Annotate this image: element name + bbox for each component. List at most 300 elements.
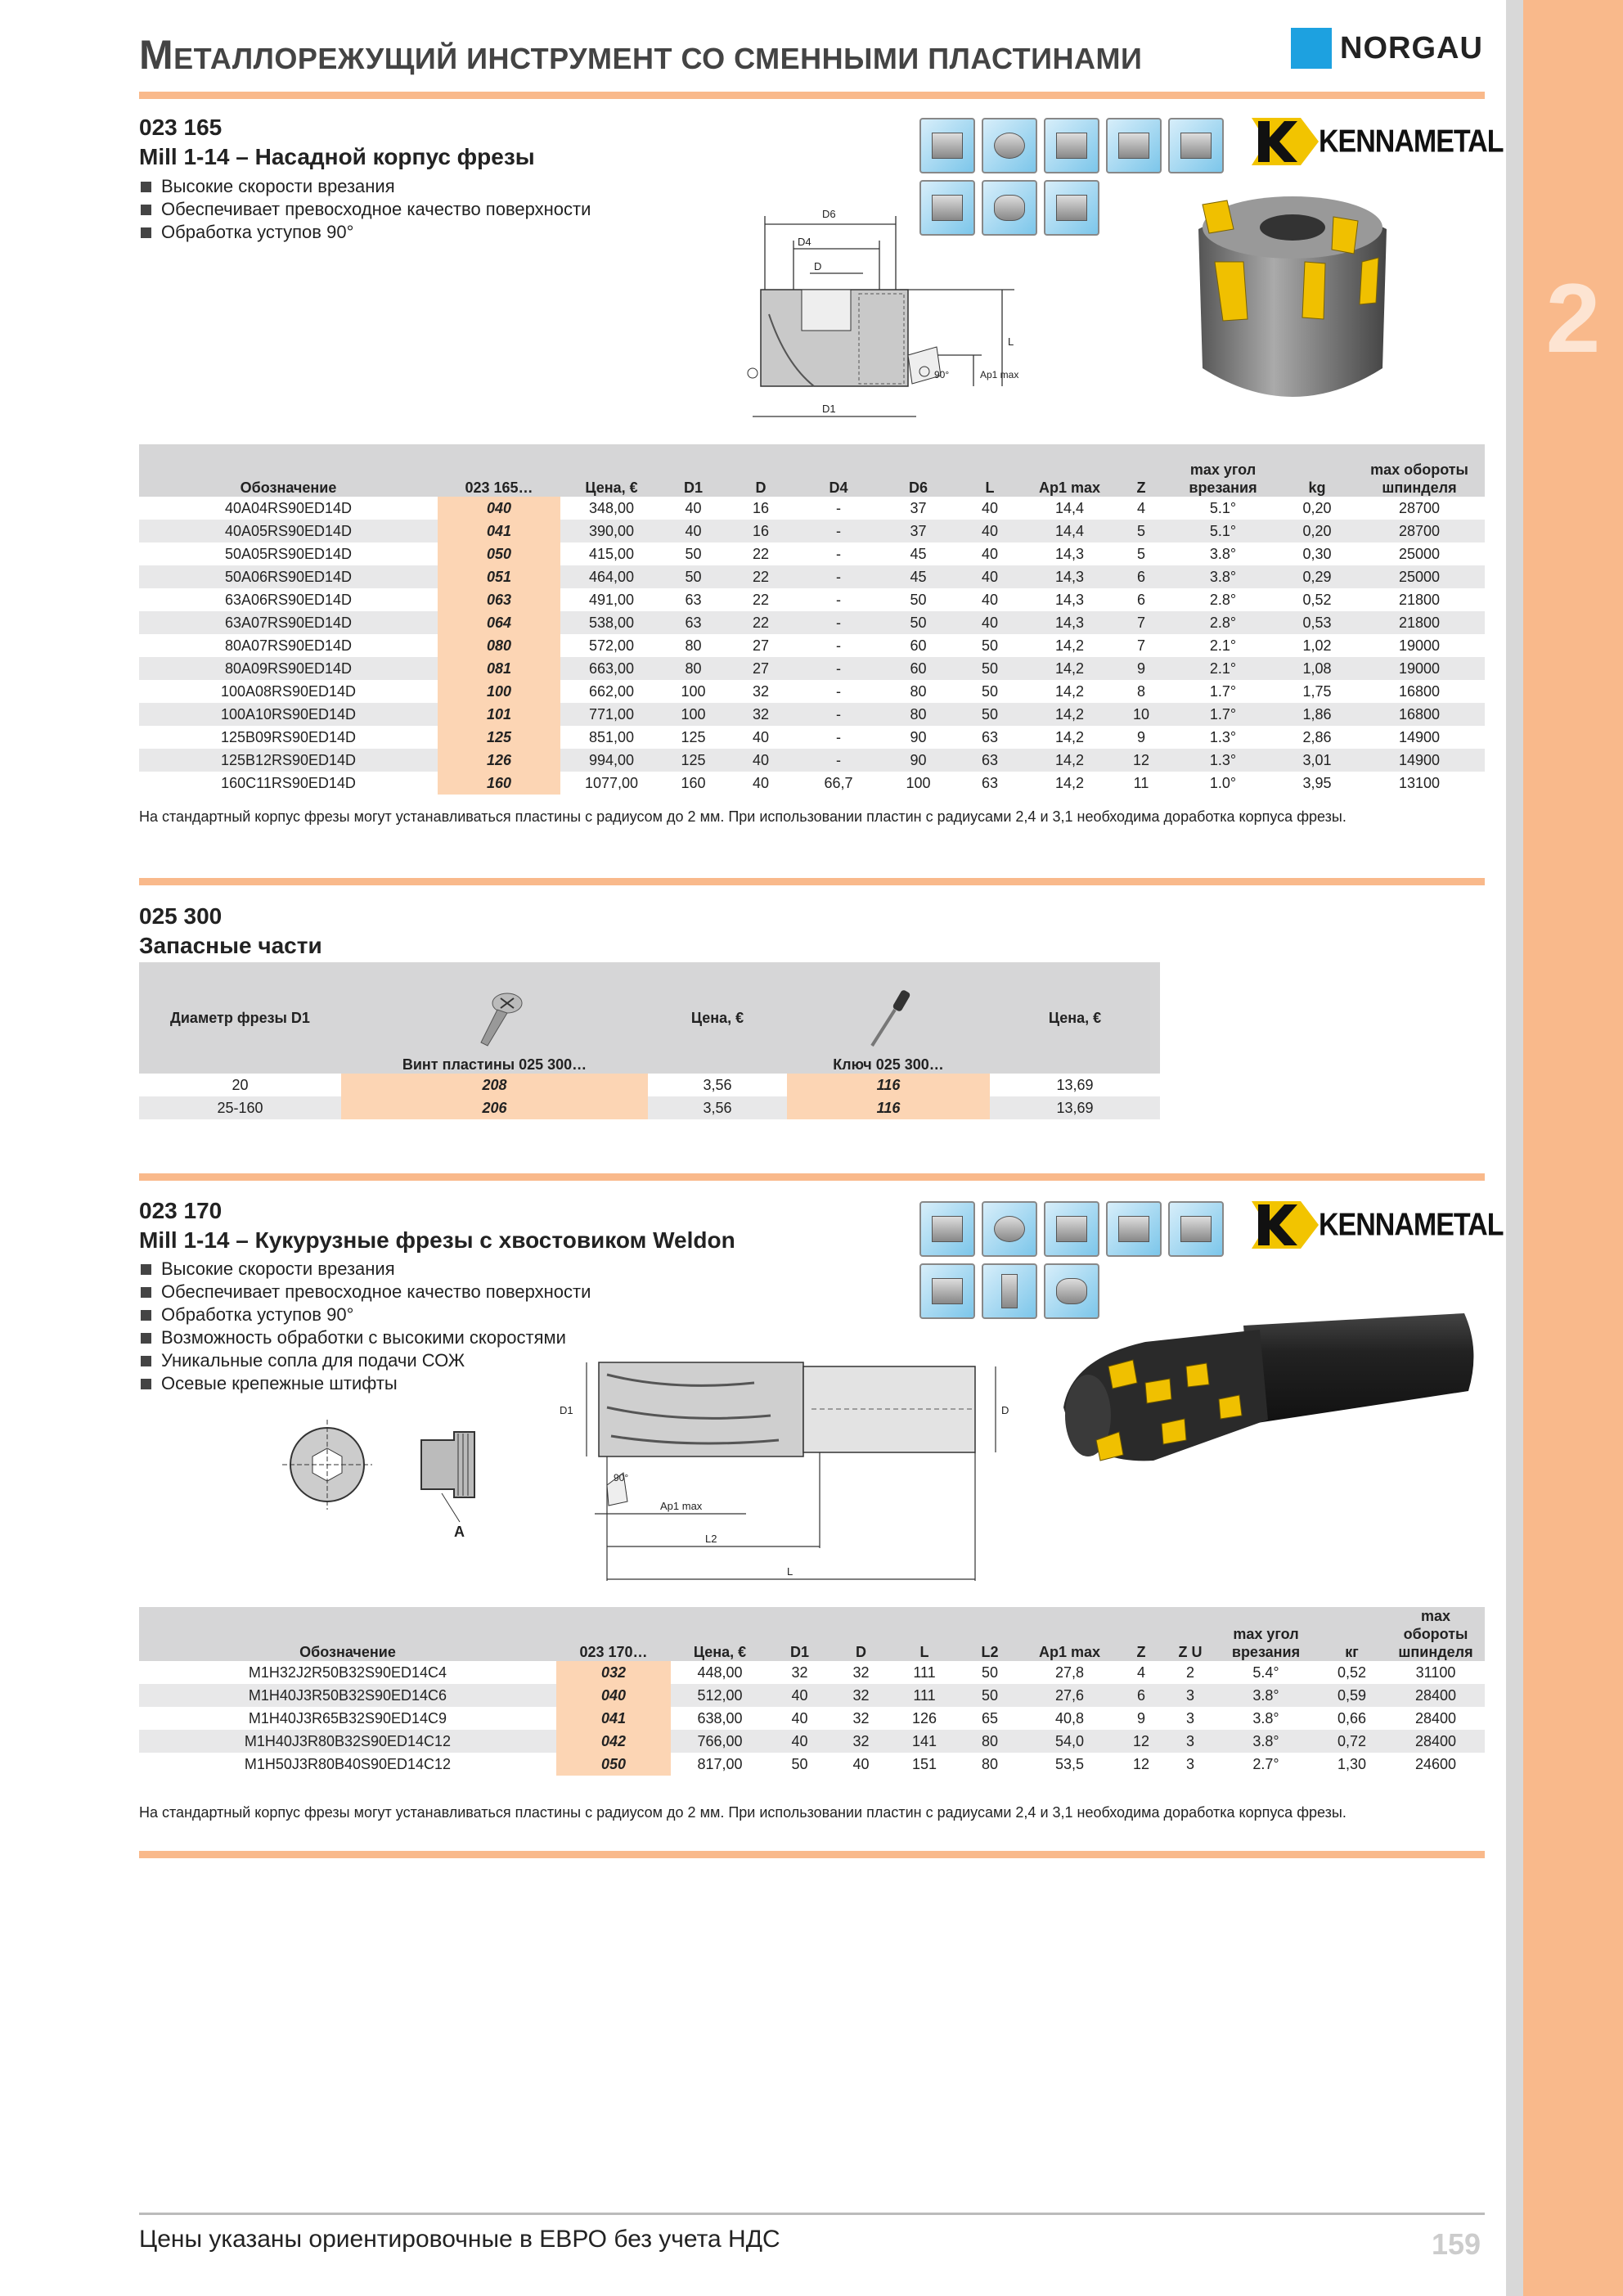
table-cell: 1,86 <box>1280 703 1354 726</box>
table-cell: 40 <box>791 1710 808 1727</box>
order-code-cell: 160 <box>438 772 560 795</box>
table-cell: 24600 <box>1414 1756 1457 1772</box>
table-cell: 50 <box>957 703 1023 726</box>
table-cell: 63 <box>981 775 999 791</box>
table-cell: 80 <box>957 1730 1023 1753</box>
order-code-cell: 040 <box>438 497 560 520</box>
table-cell: 5.1° <box>1209 500 1237 516</box>
feature-list <box>141 175 591 244</box>
table-cell: 22 <box>752 546 770 562</box>
table-cell: 0,29 <box>1280 565 1354 588</box>
page-number: 159 <box>1432 2227 1481 2261</box>
table-cell: 60 <box>910 637 927 654</box>
table-cell: - <box>836 637 841 654</box>
slot-milling-icon <box>1044 118 1099 173</box>
col-header: D1 <box>769 1607 830 1661</box>
dim-label-ap: Ap1 max <box>660 1500 703 1512</box>
operation-icons <box>919 1201 1224 1319</box>
dim-label-d1: D1 <box>560 1404 573 1416</box>
table-cell: 160 <box>681 775 706 791</box>
table-cell: 40 <box>685 500 702 516</box>
table-header <box>139 1607 1485 1661</box>
table-cell: - <box>836 729 841 745</box>
table-cell: 3,95 <box>1302 775 1332 791</box>
dim-label-l2: L2 <box>705 1533 717 1545</box>
table-cell: M1H40J3R80B32S90ED14C12 <box>139 1730 556 1753</box>
table-cell: 16800 <box>1398 683 1441 700</box>
table-cell: 125B09RS90ED14D <box>220 729 357 745</box>
table-cell: 5 <box>1117 520 1166 542</box>
table-cell: 126 <box>911 1710 937 1727</box>
table-cell: 25-160 <box>139 1096 341 1119</box>
table-cell: 28700 <box>1398 500 1441 516</box>
kennametal-logo: KENNAMETAL <box>1252 118 1503 165</box>
dim-label-d4: D4 <box>798 236 812 248</box>
table-cell: 390,00 <box>560 520 663 542</box>
table-cell: 80 <box>910 683 927 700</box>
table-cell: 50A06RS90ED14D <box>139 565 438 588</box>
table-cell: 80A09RS90ED14D <box>139 657 438 680</box>
table-cell: 0,72 <box>1317 1730 1387 1753</box>
corn-mill-photo <box>1055 1309 1481 1473</box>
mill-body-photo-1 <box>1186 188 1399 409</box>
table-cell: 851,00 <box>588 729 635 745</box>
table-cell: 50 <box>957 657 1023 680</box>
table-cell: 40A04RS90ED14D <box>224 500 353 516</box>
feature-item: Высокие скорости врезания <box>141 1258 591 1281</box>
table-cell: 1,02 <box>1302 637 1332 654</box>
order-code-cell: 041 <box>438 520 560 542</box>
table-cell: 14,2 <box>1023 657 1117 680</box>
helical-milling-icon <box>982 118 1037 173</box>
table-cell: 20 <box>232 1077 249 1093</box>
table-cell: 40 <box>852 1756 870 1772</box>
table-cell: 80 <box>879 703 957 726</box>
table-cell: 80 <box>981 1756 999 1772</box>
table-cell: 13100 <box>1398 775 1441 791</box>
footer-text: Цены указаны ориентировочные в ЕВРО без учета НДС <box>139 2226 780 2253</box>
table-cell: 10 <box>1117 703 1166 726</box>
table-cell: 3 <box>1166 1730 1215 1753</box>
table-cell: 21800 <box>1354 611 1485 634</box>
table-row <box>139 520 1485 542</box>
table-cell: 13,69 <box>990 1096 1160 1119</box>
table-cell: 63 <box>685 592 702 608</box>
table-cell: 16 <box>752 500 770 516</box>
table-cell: 0,59 <box>1317 1684 1387 1707</box>
table-cell: 50 <box>791 1756 808 1772</box>
table-cell: 1.3° <box>1166 749 1280 772</box>
table-row <box>139 749 1485 772</box>
table-cell: 50 <box>957 1684 1023 1707</box>
table-cell: 14,3 <box>1023 611 1117 634</box>
face-milling-icon <box>919 118 975 173</box>
table-cell: 22 <box>724 565 798 588</box>
table-cell: M1H40J3R50B32S90ED14C6 <box>139 1684 556 1707</box>
table-cell: 40 <box>981 500 999 516</box>
feature-item: Обработка уступов 90° <box>141 1303 591 1326</box>
col-header: D4 <box>798 444 879 497</box>
table-cell: 3,56 <box>648 1096 787 1119</box>
table-cell: - <box>836 500 841 516</box>
table-cell: 6 <box>1136 592 1145 608</box>
divider <box>139 92 1485 99</box>
col-header: max угол врезания <box>1166 444 1280 497</box>
pin-drawing <box>278 1416 524 1538</box>
order-code-cell: 050 <box>438 542 560 565</box>
table-cell: 63A07RS90ED14D <box>139 611 438 634</box>
page-title: МЕТАЛЛОРЕЖУЩИЙ ИНСТРУМЕНТ СО СМЕННЫМИ ПЛАСТИНАМИ <box>139 32 1143 78</box>
feature-item: Обработка уступов 90° <box>141 221 591 244</box>
divider <box>139 878 1485 885</box>
table-cell: 13,69 <box>1056 1077 1094 1093</box>
order-code-cell: 032 <box>556 1661 671 1684</box>
table-cell: 100 <box>663 703 724 726</box>
table-cell: 125B12RS90ED14D <box>139 749 438 772</box>
side-gray-strip <box>1506 0 1523 2296</box>
table-cell: - <box>798 611 879 634</box>
order-code-cell: 125 <box>438 726 560 749</box>
pocket-milling-icon <box>1106 118 1162 173</box>
table-cell: 50 <box>663 565 724 588</box>
table-cell: 45 <box>910 546 927 562</box>
divider <box>139 1173 1485 1181</box>
table-cell: 12 <box>1132 1756 1150 1772</box>
table-cell: 1.7° <box>1209 683 1237 700</box>
table-cell: 27 <box>724 657 798 680</box>
section-code: 023 165 <box>139 115 223 140</box>
table-cell: M1H50J3R80B40S90ED14C12 <box>244 1756 452 1772</box>
table-row <box>139 1707 1485 1730</box>
table-cell: 28700 <box>1354 520 1485 542</box>
table-cell: 40A05RS90ED14D <box>139 520 438 542</box>
table-cell: 448,00 <box>697 1664 743 1681</box>
order-code-cell: 206 <box>341 1096 648 1119</box>
table-cell: 28400 <box>1387 1684 1485 1707</box>
norgau-logo: NORGAU <box>1291 28 1483 69</box>
spare-parts-table <box>139 962 1160 1119</box>
feature-item: Уникальные сопла для подачи СОЖ <box>141 1349 591 1372</box>
table-cell: 491,00 <box>588 592 635 608</box>
table-cell: 0,30 <box>1302 546 1332 562</box>
table-cell: 90 <box>879 749 957 772</box>
section-title: Mill 1-14 – Насадной корпус фрезы <box>139 144 535 169</box>
table-cell: 1,75 <box>1302 683 1332 700</box>
order-code-cell: 042 <box>556 1730 671 1753</box>
col-header: D6 <box>879 444 957 497</box>
table-row <box>139 1661 1485 1684</box>
table-cell: 1.7° <box>1166 703 1280 726</box>
shoulder-milling-icon <box>1168 118 1224 173</box>
table-cell: 32 <box>830 1730 892 1753</box>
dim-label-d6: D6 <box>822 208 836 220</box>
tool-drawing-1 <box>736 200 1080 429</box>
col-header: Винт пластины 025 300… <box>341 962 648 1074</box>
feature-item: Возможность обработки с высокими скоростями <box>141 1326 591 1349</box>
dim-label-angle: 90° <box>934 369 950 380</box>
table-cell: 40,8 <box>1054 1710 1085 1727</box>
dim-label-d1: D1 <box>822 403 836 415</box>
table-cell: 63 <box>981 729 999 745</box>
table-cell: 1,08 <box>1280 657 1354 680</box>
table-cell: 125 <box>663 749 724 772</box>
table-cell: 80A07RS90ED14D <box>224 637 353 654</box>
table-row <box>139 634 1485 657</box>
order-code-cell: 126 <box>438 749 560 772</box>
table-cell: 40 <box>752 729 770 745</box>
face-milling-icon <box>919 1201 975 1257</box>
table-cell: 100A10RS90ED14D <box>139 703 438 726</box>
table-cell: 16 <box>724 520 798 542</box>
table-row <box>139 703 1485 726</box>
table-cell: 14900 <box>1354 749 1485 772</box>
table-cell: 60 <box>879 657 957 680</box>
col-header: kg <box>1280 444 1354 497</box>
feature-item: Высокие скорости врезания <box>141 175 591 198</box>
col-header: D1 <box>663 444 724 497</box>
plunge-milling-icon <box>919 1263 975 1319</box>
table-row <box>139 1684 1485 1707</box>
table-cell: 22 <box>752 592 770 608</box>
table-cell: 31100 <box>1415 1664 1456 1681</box>
table-cell: 6 <box>1117 1684 1166 1707</box>
table-cell: 14,3 <box>1054 592 1085 608</box>
col-header: Ключ 025 300… <box>787 962 990 1074</box>
col-header: 023 165… <box>438 444 560 497</box>
table-cell: 14,3 <box>1023 565 1117 588</box>
table-cell: 5.4° <box>1252 1664 1279 1681</box>
screwdriver-key-icon <box>864 988 913 1051</box>
col-header: Цена, € <box>648 962 787 1074</box>
table-cell: - <box>798 703 879 726</box>
table-cell: 512,00 <box>671 1684 769 1707</box>
table-cell: 21800 <box>1398 592 1441 608</box>
col-header: Обозначение <box>139 1607 556 1661</box>
order-code-cell: 063 <box>438 588 560 611</box>
col-header: max обороты шпинделя <box>1387 1607 1485 1661</box>
table-cell: 37 <box>879 520 957 542</box>
table-cell: 0,52 <box>1302 592 1332 608</box>
table-cell: 32 <box>791 1664 808 1681</box>
table-cell: 37 <box>910 500 927 516</box>
table-cell: 27,6 <box>1023 1684 1117 1707</box>
table-cell: 32 <box>724 703 798 726</box>
table-cell: 14,2 <box>1023 703 1117 726</box>
col-header: Цена, € <box>990 962 1160 1074</box>
dim-label-d: D <box>814 260 822 272</box>
table-row <box>139 1074 1160 1096</box>
table-cell: 2.1° <box>1209 637 1237 654</box>
table-cell: 9 <box>1117 657 1166 680</box>
table-cell: 50A05RS90ED14D <box>224 546 353 562</box>
table-cell: - <box>836 683 841 700</box>
table-cell: 40 <box>663 520 724 542</box>
note: На стандартный корпус фрезы могут устанавливаться пластины с радиусом до 2 мм. При использовании пластин с радиусами 2,4 и 3,1 необходима доработка корпуса фрезы. <box>139 808 1347 825</box>
table-cell: 1.0° <box>1209 775 1237 791</box>
col-header: 023 170… <box>556 1607 671 1661</box>
table-row <box>139 565 1485 588</box>
table-cell: 12 <box>1117 749 1166 772</box>
table-cell: 0,20 <box>1280 520 1354 542</box>
table-cell: 14,2 <box>1023 749 1117 772</box>
table-cell: 63 <box>663 611 724 634</box>
table-cell: 45 <box>879 565 957 588</box>
table-cell: 65 <box>981 1710 999 1727</box>
table-cell: 63 <box>957 749 1023 772</box>
table-cell: 50 <box>685 546 702 562</box>
table-cell: 40 <box>957 565 1023 588</box>
col-header: Z <box>1117 1607 1166 1661</box>
table-cell: 14,4 <box>1054 500 1085 516</box>
chapter-number: 2 <box>1545 263 1601 373</box>
table-cell: 7 <box>1117 611 1166 634</box>
side-milling-icon <box>982 1263 1037 1319</box>
table-cell: 27,8 <box>1054 1664 1085 1681</box>
table-cell: 0,52 <box>1337 1664 1367 1681</box>
table-cell: 663,00 <box>560 657 663 680</box>
table-row <box>139 611 1485 634</box>
table-cell: 12 <box>1117 1730 1166 1753</box>
table-cell: 0,20 <box>1302 500 1332 516</box>
table-cell: 9 <box>1136 729 1145 745</box>
table-cell: 14,2 <box>1054 775 1085 791</box>
table-row <box>139 772 1485 795</box>
col-header: Цена, € <box>671 1607 769 1661</box>
table-row <box>139 726 1485 749</box>
table-cell: 7 <box>1136 637 1145 654</box>
table-cell: 53,5 <box>1054 1756 1085 1772</box>
col-header: Ap1 max <box>1023 444 1117 497</box>
table-cell: 2.8° <box>1166 611 1280 634</box>
table-cell: 3 <box>1185 1756 1194 1772</box>
table-cell: 6 <box>1117 565 1166 588</box>
table-cell: 14,2 <box>1054 729 1085 745</box>
table-cell: - <box>798 657 879 680</box>
col-header: max угол врезания <box>1215 1607 1317 1661</box>
table-row <box>139 497 1485 520</box>
table-cell: - <box>798 749 879 772</box>
table-cell: 25000 <box>1398 546 1441 562</box>
table-cell: 994,00 <box>560 749 663 772</box>
table-cell: 111 <box>913 1664 936 1681</box>
table-cell: 125 <box>681 729 706 745</box>
order-code-cell: 116 <box>787 1096 990 1119</box>
col-header: Ap1 max <box>1023 1607 1117 1661</box>
table-cell: 3.8° <box>1252 1710 1279 1727</box>
table-cell: 28400 <box>1414 1710 1457 1727</box>
table-row <box>139 1096 1160 1119</box>
section-code: 025 300 <box>139 903 223 929</box>
footer-divider <box>139 2213 1485 2215</box>
table-cell: 160C11RS90ED14D <box>221 775 356 791</box>
table-cell: 141 <box>892 1730 957 1753</box>
table-cell: 3.8° <box>1166 565 1280 588</box>
pocket-milling-icon <box>1106 1201 1162 1257</box>
note: На стандартный корпус фрезы могут устанавливаться пластины с радиусом до 2 мм. При использовании пластин с радиусами 2,4 и 3,1 необходима доработка корпуса фрезы. <box>139 1804 1347 1821</box>
table-cell: 32 <box>852 1710 870 1727</box>
dim-label-ap: Ap1 max <box>980 369 1019 380</box>
table-cell: 40 <box>769 1730 830 1753</box>
table-cell: 66,7 <box>824 775 853 791</box>
table-cell: 50 <box>981 637 999 654</box>
table-cell: 464,00 <box>560 565 663 588</box>
section-title: Запасные части <box>139 933 322 958</box>
table-cell: 2.1° <box>1166 657 1280 680</box>
table-cell: 1077,00 <box>584 775 639 791</box>
table-cell: 50 <box>981 683 999 700</box>
table-cell: 3.8° <box>1215 1684 1317 1707</box>
dim-label-l: L <box>787 1565 794 1578</box>
table-cell: 1,30 <box>1337 1756 1367 1772</box>
table-cell: 63A06RS90ED14D <box>224 592 353 608</box>
section-title: Mill 1-14 – Кукурузные фрезы с хвостовиком Weldon <box>139 1227 735 1253</box>
table-cell: 0,53 <box>1280 611 1354 634</box>
table-cell: 28400 <box>1387 1730 1485 1753</box>
table-cell: 9 <box>1136 1710 1145 1727</box>
col-header: Обозначение <box>139 444 438 497</box>
shoulder-milling-icon <box>1168 1201 1224 1257</box>
table-cell: 40 <box>957 611 1023 634</box>
slot-milling-icon <box>1044 1201 1099 1257</box>
table-row <box>139 542 1485 565</box>
table-row <box>139 680 1485 703</box>
table-cell: 40 <box>769 1684 830 1707</box>
col-header: max обороты шпинделя <box>1354 444 1485 497</box>
table-cell: 32 <box>852 1664 870 1681</box>
table-cell: 2,86 <box>1302 729 1332 745</box>
table-cell: 100 <box>681 683 706 700</box>
table-cell: 3.8° <box>1209 546 1237 562</box>
table-cell: 27 <box>752 637 770 654</box>
table-cell: 80 <box>685 637 702 654</box>
products-table-1 <box>139 444 1485 795</box>
table-cell: 3 <box>1166 1684 1215 1707</box>
order-code-cell: 041 <box>556 1707 671 1730</box>
table-cell: 14,2 <box>1054 637 1085 654</box>
order-code-cell: 064 <box>438 611 560 634</box>
table-cell: 100A08RS90ED14D <box>220 683 357 700</box>
table-cell: 771,00 <box>560 703 663 726</box>
order-code-cell: 100 <box>438 680 560 703</box>
table-cell: 8 <box>1136 683 1145 700</box>
table-cell: 538,00 <box>560 611 663 634</box>
section-code: 023 170 <box>139 1198 223 1223</box>
table-cell: 54,0 <box>1023 1730 1117 1753</box>
col-header: Z U <box>1166 1607 1215 1661</box>
table-cell: 90 <box>910 729 927 745</box>
helical-milling-icon <box>982 1201 1037 1257</box>
col-header: Z <box>1117 444 1166 497</box>
table-cell: 40 <box>752 775 770 791</box>
order-code-cell: 051 <box>438 565 560 588</box>
kennametal-logo: KENNAMETAL <box>1252 1201 1503 1249</box>
table-cell: M1H40J3R65B32S90ED14C9 <box>248 1710 447 1727</box>
feature-list <box>141 1258 591 1395</box>
order-code-cell: 116 <box>787 1074 990 1096</box>
table-cell: 40 <box>957 520 1023 542</box>
table-header <box>139 962 1160 1074</box>
table-row <box>139 1753 1485 1776</box>
products-table-3 <box>139 1607 1485 1776</box>
table-cell: 19000 <box>1354 657 1485 680</box>
table-cell: 5 <box>1136 546 1145 562</box>
feature-item: Обеспечивает превосходное качество поверхности <box>141 198 591 221</box>
table-cell: - <box>836 546 841 562</box>
table-cell: 50 <box>910 592 927 608</box>
col-header: Цена, € <box>560 444 663 497</box>
order-code-cell: 040 <box>556 1684 671 1707</box>
table-cell: 111 <box>892 1684 957 1707</box>
